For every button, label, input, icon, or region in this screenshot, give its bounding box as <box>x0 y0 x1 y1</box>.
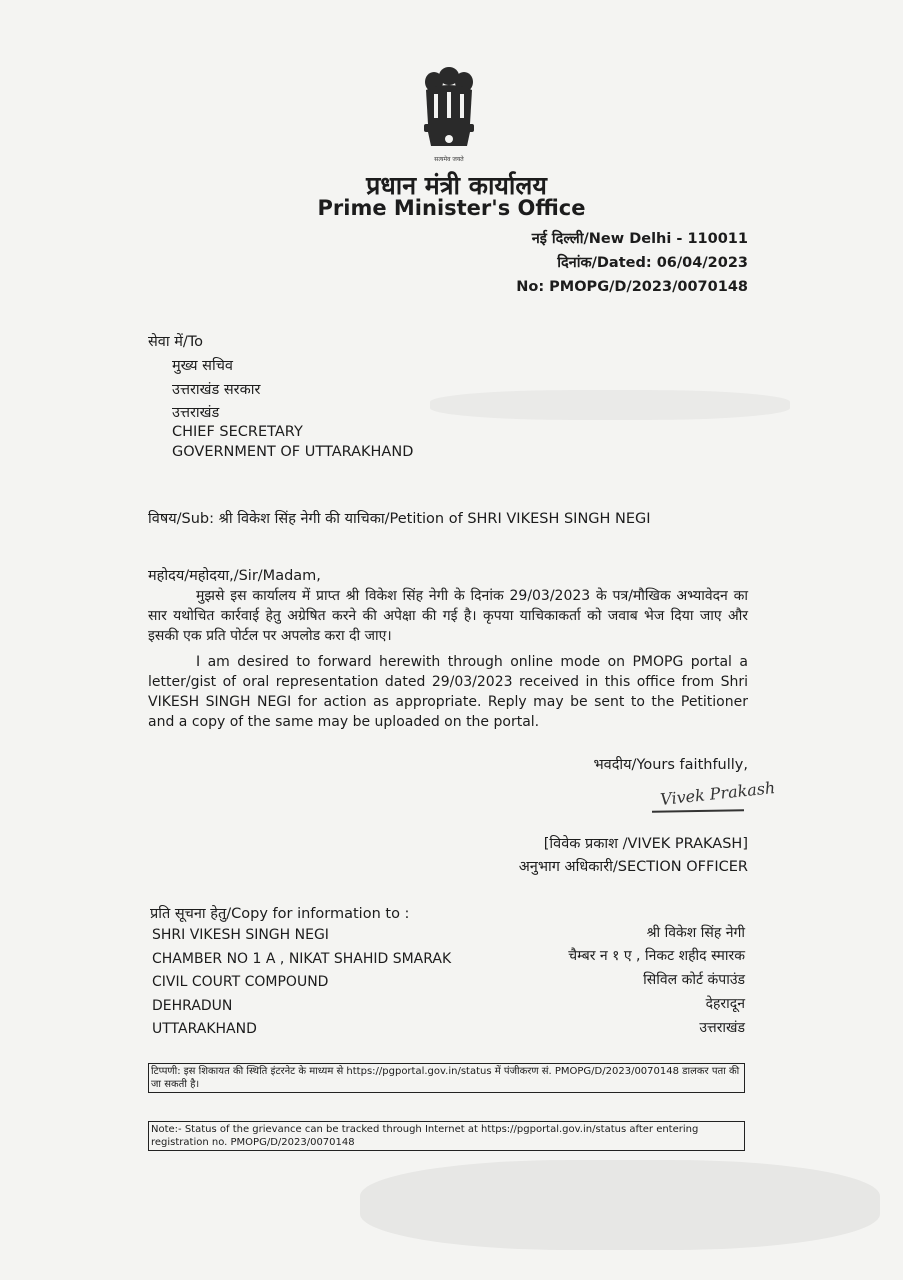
body-english-text: I am desired to forward herewith through online mode on PMOPG portal a letter/gist of oral representation dated 29/03/2023 received in this office from Shri VIKESH SINGH NEGI for action as appropriate. Reply may be sent to the Petitioner and a copy of the same may be uploaded on the portal. <box>148 654 748 730</box>
copy-label: प्रति सूचना हेतु/Copy for information to : <box>150 906 410 922</box>
note-english-text: Note:- Status of the grievance can be tracked through Internet at https://pgportal.gov.in/status after entering registration no. PMOPG/D/2023/0070148 <box>151 1124 699 1148</box>
salutation: महोदय/महोदया,/Sir/Madam, <box>148 568 321 584</box>
note-hindi-text: टिप्पणी: इस शिकायत की स्थिति इंटरनेट के माध्यम से https://pgportal.gov.in/status में पंजीकरण सं. PMOPG/D/2023/0070148 डालकर पता की जा सकती है। <box>151 1066 740 1090</box>
copy-address-line: SHRI VIKESH SINGH NEGI <box>152 927 329 943</box>
scan-smudge <box>360 1160 880 1250</box>
recipient-line: उत्तराखंड <box>172 405 220 421</box>
place-line: नई दिल्ली/New Delhi - 110011 <box>531 231 748 247</box>
date-line: दिनांक/Dated: 06/04/2023 <box>557 255 748 271</box>
subject-line: विषय/Sub: श्री विकेश सिंह नेगी की याचिका/Petition of SHRI VIKESH SINGH NEGI <box>148 511 651 527</box>
recipient-line: मुख्य सचिव <box>172 358 233 374</box>
signatory-designation: अनुभाग अधिकारी/SECTION OFFICER <box>518 859 748 875</box>
note-box-english <box>148 1121 745 1151</box>
copy-address-line: DEHRADUN <box>152 998 233 1014</box>
body-paragraph-english <box>148 652 748 732</box>
copy-address-line-hindi: चैम्बर न १ ए , निकट शहीद स्मारक <box>568 948 745 964</box>
copy-address-line: CHAMBER NO 1 A , NIKAT SHAHID SMARAK <box>152 951 452 967</box>
copy-address-line-hindi: देहरादून <box>705 996 745 1012</box>
body-paragraph-hindi <box>148 586 748 646</box>
closing-line: भवदीय/Yours faithfully, <box>593 757 748 773</box>
copy-address-line-hindi: श्री विकेश सिंह नेगी <box>646 925 745 941</box>
to-label: सेवा में/To <box>148 334 204 350</box>
copy-address-line-hindi: सिविल कोर्ट कंपाउंड <box>643 972 745 988</box>
office-title-english: Prime Minister's Office <box>317 196 586 220</box>
copy-address-line-hindi: उत्तराखंड <box>699 1020 745 1036</box>
body-hindi-text: मुझसे इस कार्यालय में प्राप्त श्री विकेश सिंह नेगी के दिनांक 29/03/2023 के पत्र/मौखिक अभ्यावेदन का सार यथोचित कार्रवाई हेतु अग्रेषित करने की अपेक्षा की गई है। कृपया याचिकाकर्ता को जवाब भेज दिया जाए और इसकी एक प्रति पोर्टल पर अपलोड करा दी जाए। <box>148 588 748 644</box>
recipient-line: उत्तराखंड सरकार <box>172 382 261 398</box>
signature-underline <box>652 809 744 813</box>
recipient-line: GOVERNMENT OF UTTARAKHAND <box>172 444 414 460</box>
emblem-motto: सत्यमेव जयते <box>434 156 464 163</box>
scan-smudge <box>430 390 790 420</box>
state-emblem-icon <box>412 62 486 164</box>
reference-number: No: PMOPG/D/2023/0070148 <box>516 279 748 295</box>
recipient-line: CHIEF SECRETARY <box>172 424 303 440</box>
copy-address-line: CIVIL COURT COMPOUND <box>152 974 329 990</box>
handwritten-signature: Vivek Prakash <box>659 778 777 809</box>
office-title-hindi: प्रधान मंत्री कार्यालय <box>366 171 547 200</box>
signatory-name: [विवेक प्रकाश /VIVEK PRAKASH] <box>543 836 748 852</box>
note-box-hindi <box>148 1063 745 1093</box>
copy-address-line: UTTARAKHAND <box>152 1021 257 1037</box>
